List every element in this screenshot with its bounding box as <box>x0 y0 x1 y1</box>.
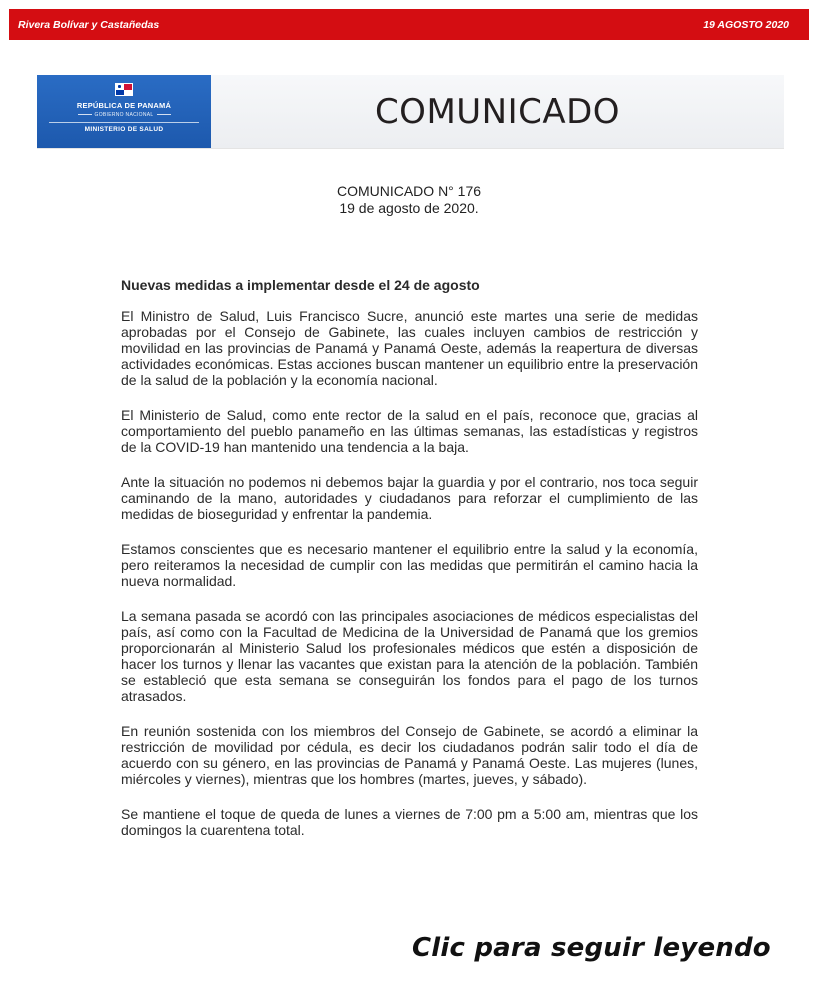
banner-title: COMUNICADO <box>211 75 784 148</box>
article-body <box>121 277 698 857</box>
comunicado-banner <box>37 75 784 148</box>
paragraph: El Ministro de Salud, Luis Francisco Sucre, anunció este martes una serie de medidas aprobadas por el Consejo de Gabinete, las cuales incluyen cambios de restricción y movilidad en las provincias de Panamá y Panamá Oeste, además la reapertura de diversas actividades económicas. Estas acciones buscan mantener un equilibrio entre la preservación de la salud de la población y la economía nacional. <box>121 308 698 388</box>
panama-flag-icon <box>115 83 133 96</box>
communique-number: COMUNICADO N° 176 <box>336 183 482 199</box>
communique-header <box>0 183 818 217</box>
republic-label: REPÚBLICA DE PANAMÁ <box>76 101 172 110</box>
paragraph: El Ministerio de Salud, como ente rector de la salud en el país, reconoce que, gracias al comportamiento del pueblo panameño en las últimas semanas, las estadísticas y registros de la COVID-19 han mantenido una tendencia a la baja. <box>121 407 698 455</box>
paragraph: La semana pasada se acordó con las principales asociaciones de médicos especialistas del país, así como con la Facultad de Medicina de la Universidad de Panamá que los gremios proporcionarán al Ministerio Salud los profesionales médicos que estén a disposición de hacer los turnos y llenar las vacantes que existan para la atención de la población. También se estableció que esta semana se conseguirán los fondos para el pago de los turnos atrasados. <box>121 608 698 704</box>
date-label: 19 AGOSTO 2020 <box>703 18 789 31</box>
ministry-logo <box>37 75 211 148</box>
paragraph: Estamos conscientes que es necesario mantener el equilibrio entre la salud y la economía, pero reiteramos la necesidad de cumplir con las medidas que permitirán el camino hacia la nueva normalidad. <box>121 541 698 589</box>
paragraph: En reunión sostenida con los miembros del Consejo de Gabinete, se acordó a eliminar la restricción de movilidad por cédula, es decir los ciudadanos podrán salir todo el día de acuerdo con su género, en las provincias de Panamá y Panamá Oeste. Las mujeres (lunes, miércoles y viernes), mientras que los hombres (martes, jueves, y sábado). <box>121 723 698 787</box>
paragraph: Se mantiene el toque de queda de lunes a viernes de 7:00 pm a 5:00 am, mientras que los domingos la cuarentena total. <box>121 806 698 838</box>
paragraph: Ante la situación no podemos ni debemos bajar la guardia y por el contrario, nos toca seguir caminando de la mano, autoridades y ciudadanos para reforzar el cumplimiento de las medidas de bioseguridad y enfrentar la pandemia. <box>121 474 698 522</box>
top-bar <box>9 9 809 40</box>
article-title: Nuevas medidas a implementar desde el 24 de agosto <box>121 277 480 293</box>
communique-date: 19 de agosto de 2020. <box>339 200 479 216</box>
gobierno-label: GOBIERNO NACIONAL <box>94 112 154 118</box>
read-more-link[interactable]: Clic para seguir leyendo <box>412 933 771 963</box>
author-label: Rivera Bolívar y Castañedas <box>18 18 160 31</box>
logo-divider <box>49 122 199 123</box>
ministerio-label: MINISTERIO DE SALUD <box>84 126 164 133</box>
